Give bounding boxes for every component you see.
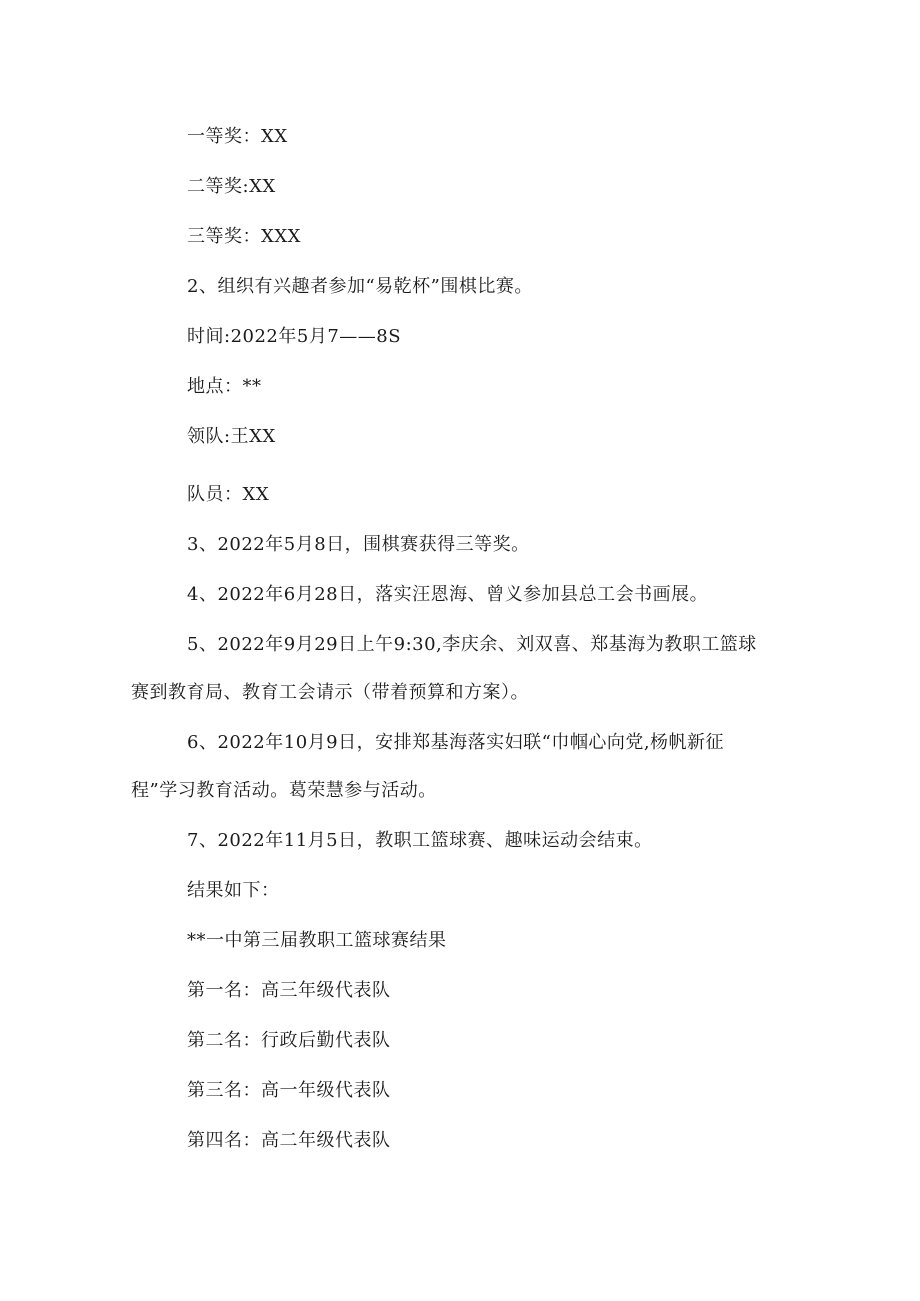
results-intro-line: 结果如下： xyxy=(187,880,280,901)
location-line: 地点：** xyxy=(187,376,262,397)
item-6-paragraph-line-2: 程”学习教育活动。葛荣慧参与活动。 xyxy=(131,780,437,801)
item-5-paragraph-line-2: 赛到教育局、教育工会请示（带着预算和方案）。 xyxy=(131,682,529,703)
rank-fourth-line: 第四名：高二年级代表队 xyxy=(187,1130,391,1151)
item-4-paragraph: 4、2022年6月28日，落实汪恩海、曾义参加县总工会书画展。 xyxy=(187,584,709,605)
rank-first-line: 第一名：高三年级代表队 xyxy=(187,980,391,1001)
rank-third-line: 第三名：高一年级代表队 xyxy=(187,1080,391,1101)
item-6-paragraph-line-1: 6、2022年10月9日，安排郑基海落实妇联“巾帼心向党,杨帆新征 xyxy=(187,732,725,753)
results-title-line: **一中第三届教职工篮球赛结果 xyxy=(187,930,447,951)
team-leader-line: 领队:王XX xyxy=(187,426,276,447)
item-2-paragraph: 2、组织有兴趣者参加“易乾杯”围棋比赛。 xyxy=(187,276,533,297)
item-3-paragraph: 3、2022年5月8日，围棋赛获得三等奖。 xyxy=(187,534,530,555)
award-first-line: 一等奖：XX xyxy=(187,126,288,147)
award-third-line: 三等奖：XXX xyxy=(187,226,301,247)
award-second-line: 二等奖:XX xyxy=(187,176,276,197)
time-line: 时间:2022年5月7——8S xyxy=(187,326,402,347)
item-7-paragraph: 7、2022年11月5日，教职工篮球赛、趣味运动会结束。 xyxy=(187,830,653,851)
rank-second-line: 第二名：行政后勤代表队 xyxy=(187,1030,391,1051)
item-5-paragraph-line-1: 5、2022年9月29日上午9:30,李庆余、刘双喜、郑基海为教职工篮球 xyxy=(187,634,757,655)
team-members-line: 队员：XX xyxy=(187,484,270,505)
